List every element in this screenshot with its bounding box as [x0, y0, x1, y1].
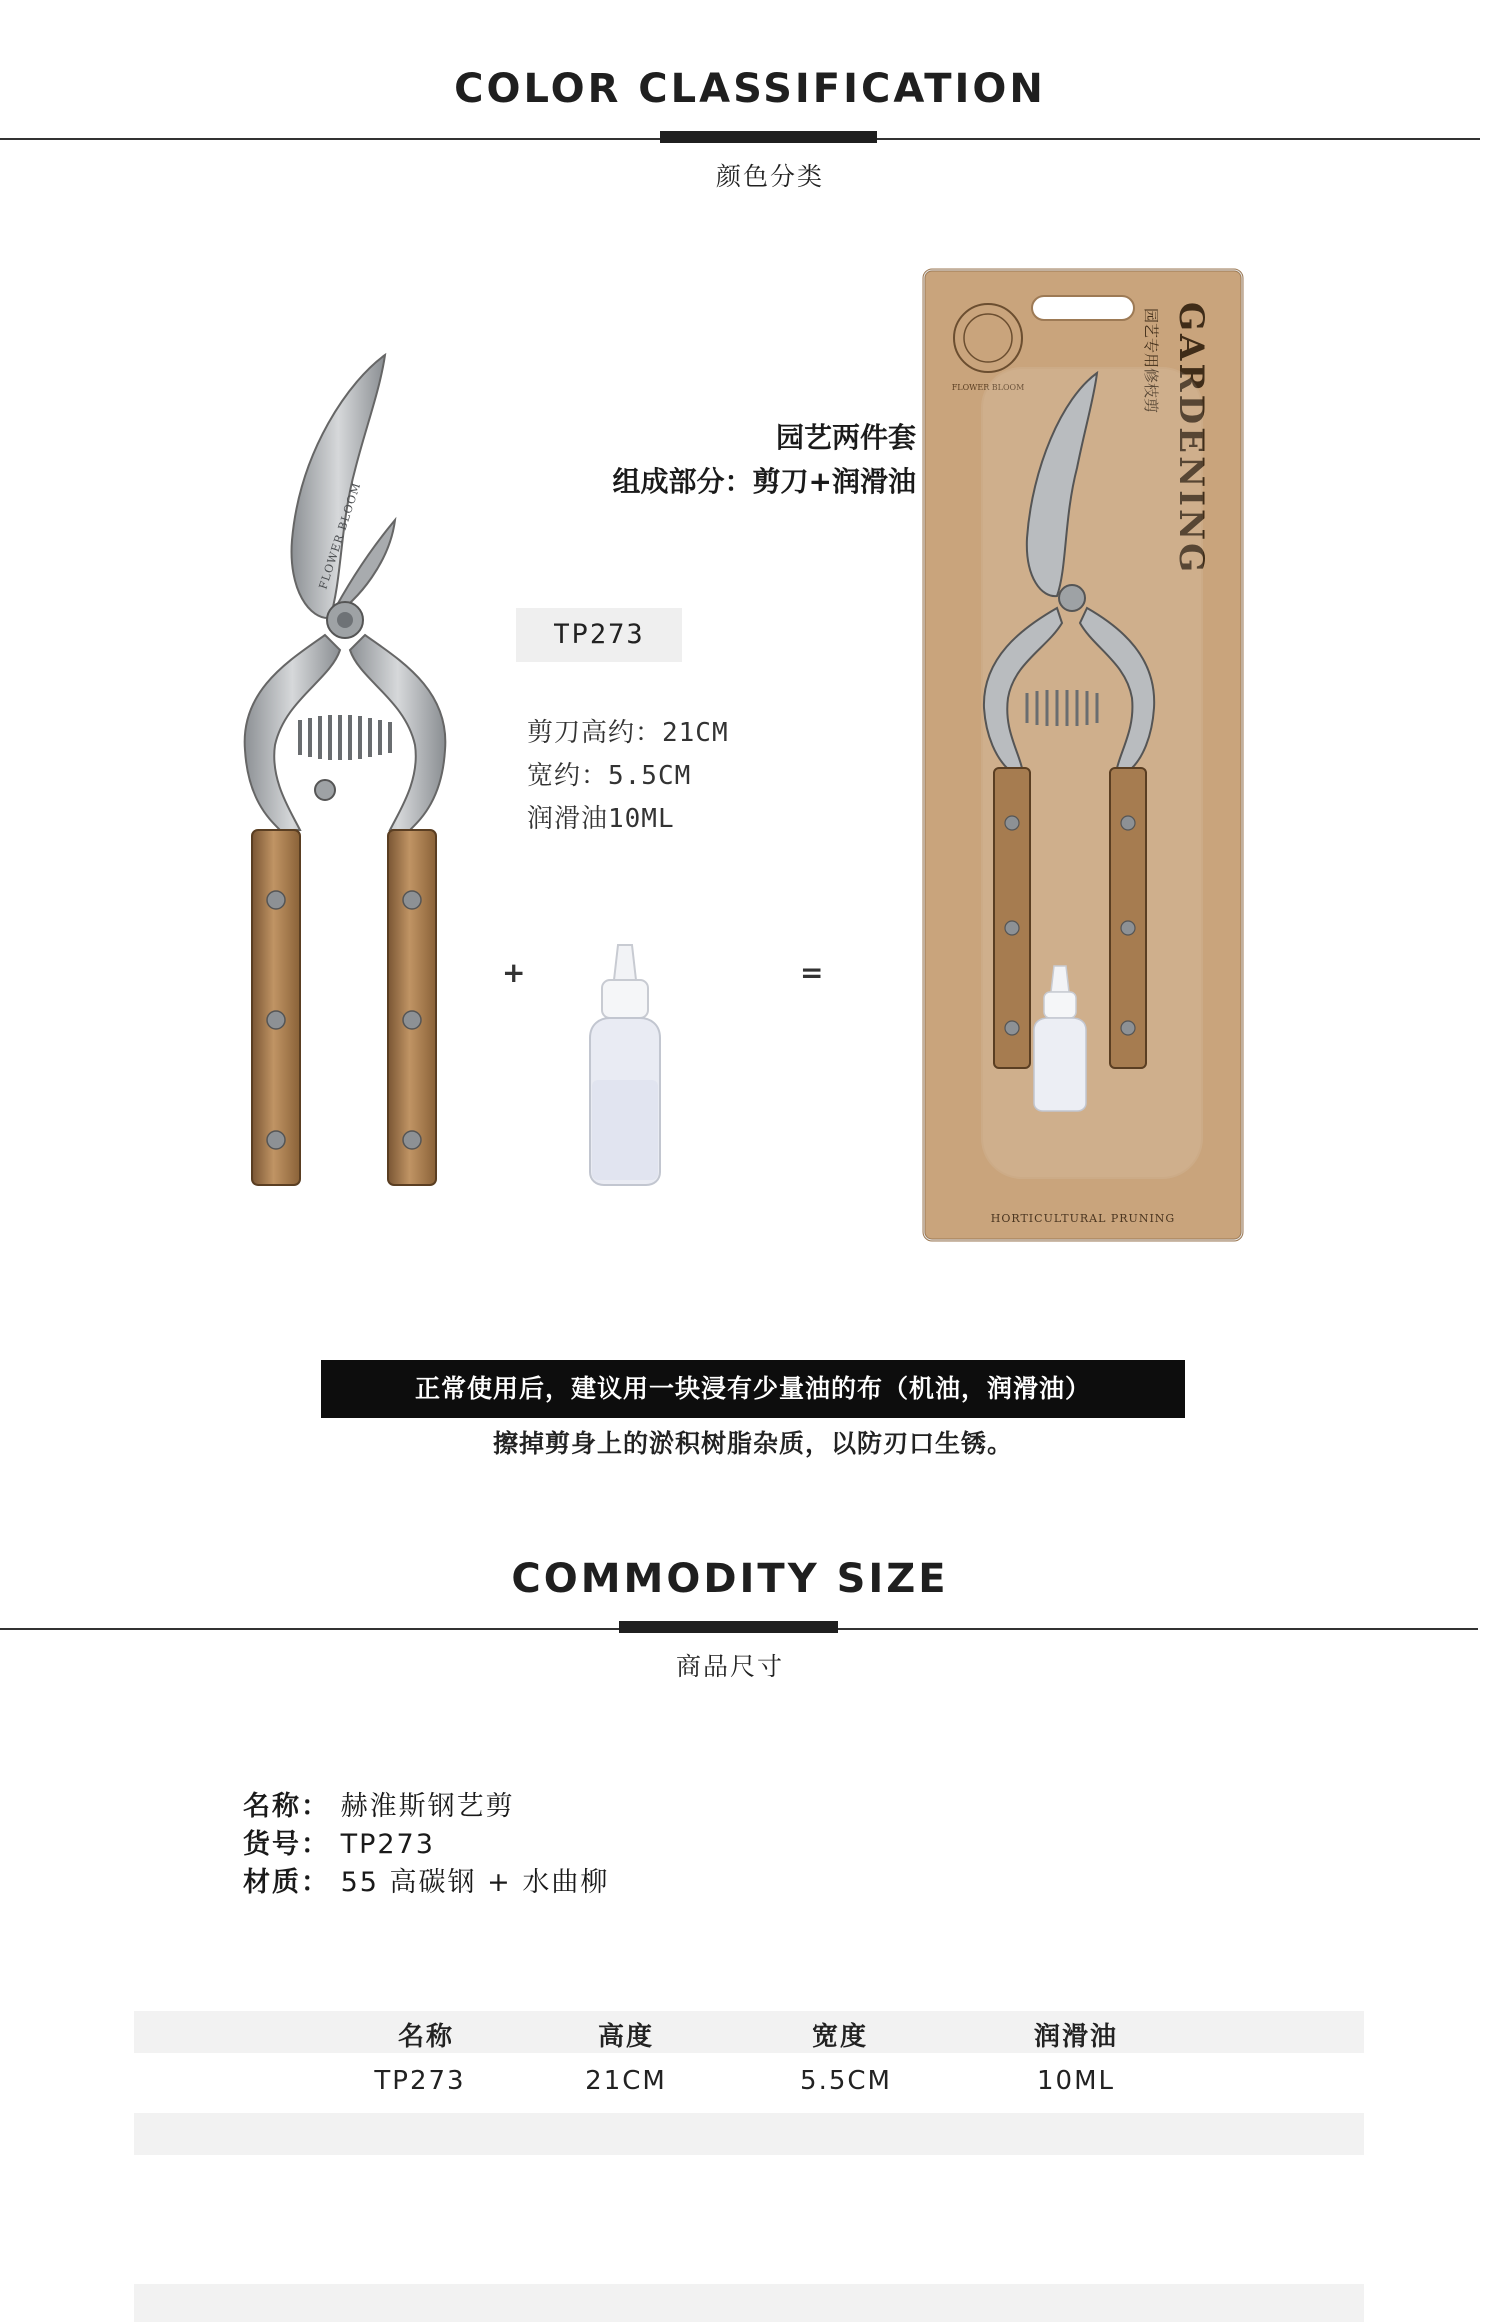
table-cell-width: 5.5CM	[800, 2066, 892, 2096]
section-subtitle: 商品尺寸	[675, 1652, 784, 1681]
product-code-value: TP273	[340, 1829, 435, 1860]
kit-components: 组成部分：剪刀+润滑油	[612, 465, 916, 498]
package-brand-text: GARDENING	[1171, 302, 1211, 576]
table-stripe	[134, 2284, 1364, 2322]
care-notice-bar: 正常使用后，建议用一块浸有少量油的布（机油，润滑油）	[321, 1360, 1185, 1418]
equals-sign: =	[800, 956, 824, 989]
product-name-label: 名称：	[243, 1791, 330, 1822]
care-notice-text: 擦掉剪身上的淤积树脂杂质，以防刃口生锈。	[492, 1429, 1013, 1458]
spec-oil: 润滑油10ML	[527, 804, 675, 834]
section-divider-accent	[619, 1621, 838, 1633]
table-cell-oil: 10ML	[1036, 2066, 1115, 2096]
package-logo-text: FLOWER BLOOM	[951, 383, 1025, 392]
table-header-height: 高度	[597, 2022, 654, 2052]
blade-engraving: FLOWER BLOOM	[316, 480, 364, 591]
table-header-width: 宽度	[811, 2022, 868, 2052]
spec-height: 剪刀高约：21CM	[527, 718, 729, 748]
product-material-value: 55 高碳钢 + 水曲柳	[340, 1867, 610, 1898]
kit-name: 园艺两件套	[775, 421, 916, 454]
packaged-product-image	[922, 268, 1244, 1242]
table-cell-name: TP273	[374, 2066, 466, 2096]
package-side-text: 园艺专用修枝剪	[1142, 308, 1160, 414]
oil-bottle-image	[580, 940, 670, 1190]
product-name-row	[243, 1784, 515, 1823]
table-header-name: 名称	[397, 2022, 454, 2052]
table-stripe	[134, 2113, 1364, 2155]
product-name-value: 赫淮斯钢艺剪	[340, 1791, 515, 1822]
product-material-row	[243, 1860, 609, 1899]
plus-sign: +	[502, 956, 526, 989]
section-title-color-classification: COLOR CLASSIFICATION	[454, 66, 1046, 112]
table-cell-height: 21CM	[585, 2066, 667, 2096]
product-code-label: 货号：	[243, 1829, 330, 1860]
product-code-row	[243, 1822, 435, 1861]
product-material-label: 材质：	[243, 1867, 330, 1898]
section-subtitle: 颜色分类	[715, 162, 824, 191]
model-code-badge: TP273	[516, 608, 682, 662]
section-divider-accent	[660, 131, 877, 143]
spec-width: 宽约：5.5CM	[527, 761, 692, 791]
table-header-oil: 润滑油	[1033, 2022, 1118, 2052]
package-footer-text: HORTICULTURAL PRUNING	[990, 1212, 1176, 1225]
section-title-commodity-size: COMMODITY SIZE	[511, 1556, 949, 1602]
pruning-shears-image	[230, 350, 460, 1190]
